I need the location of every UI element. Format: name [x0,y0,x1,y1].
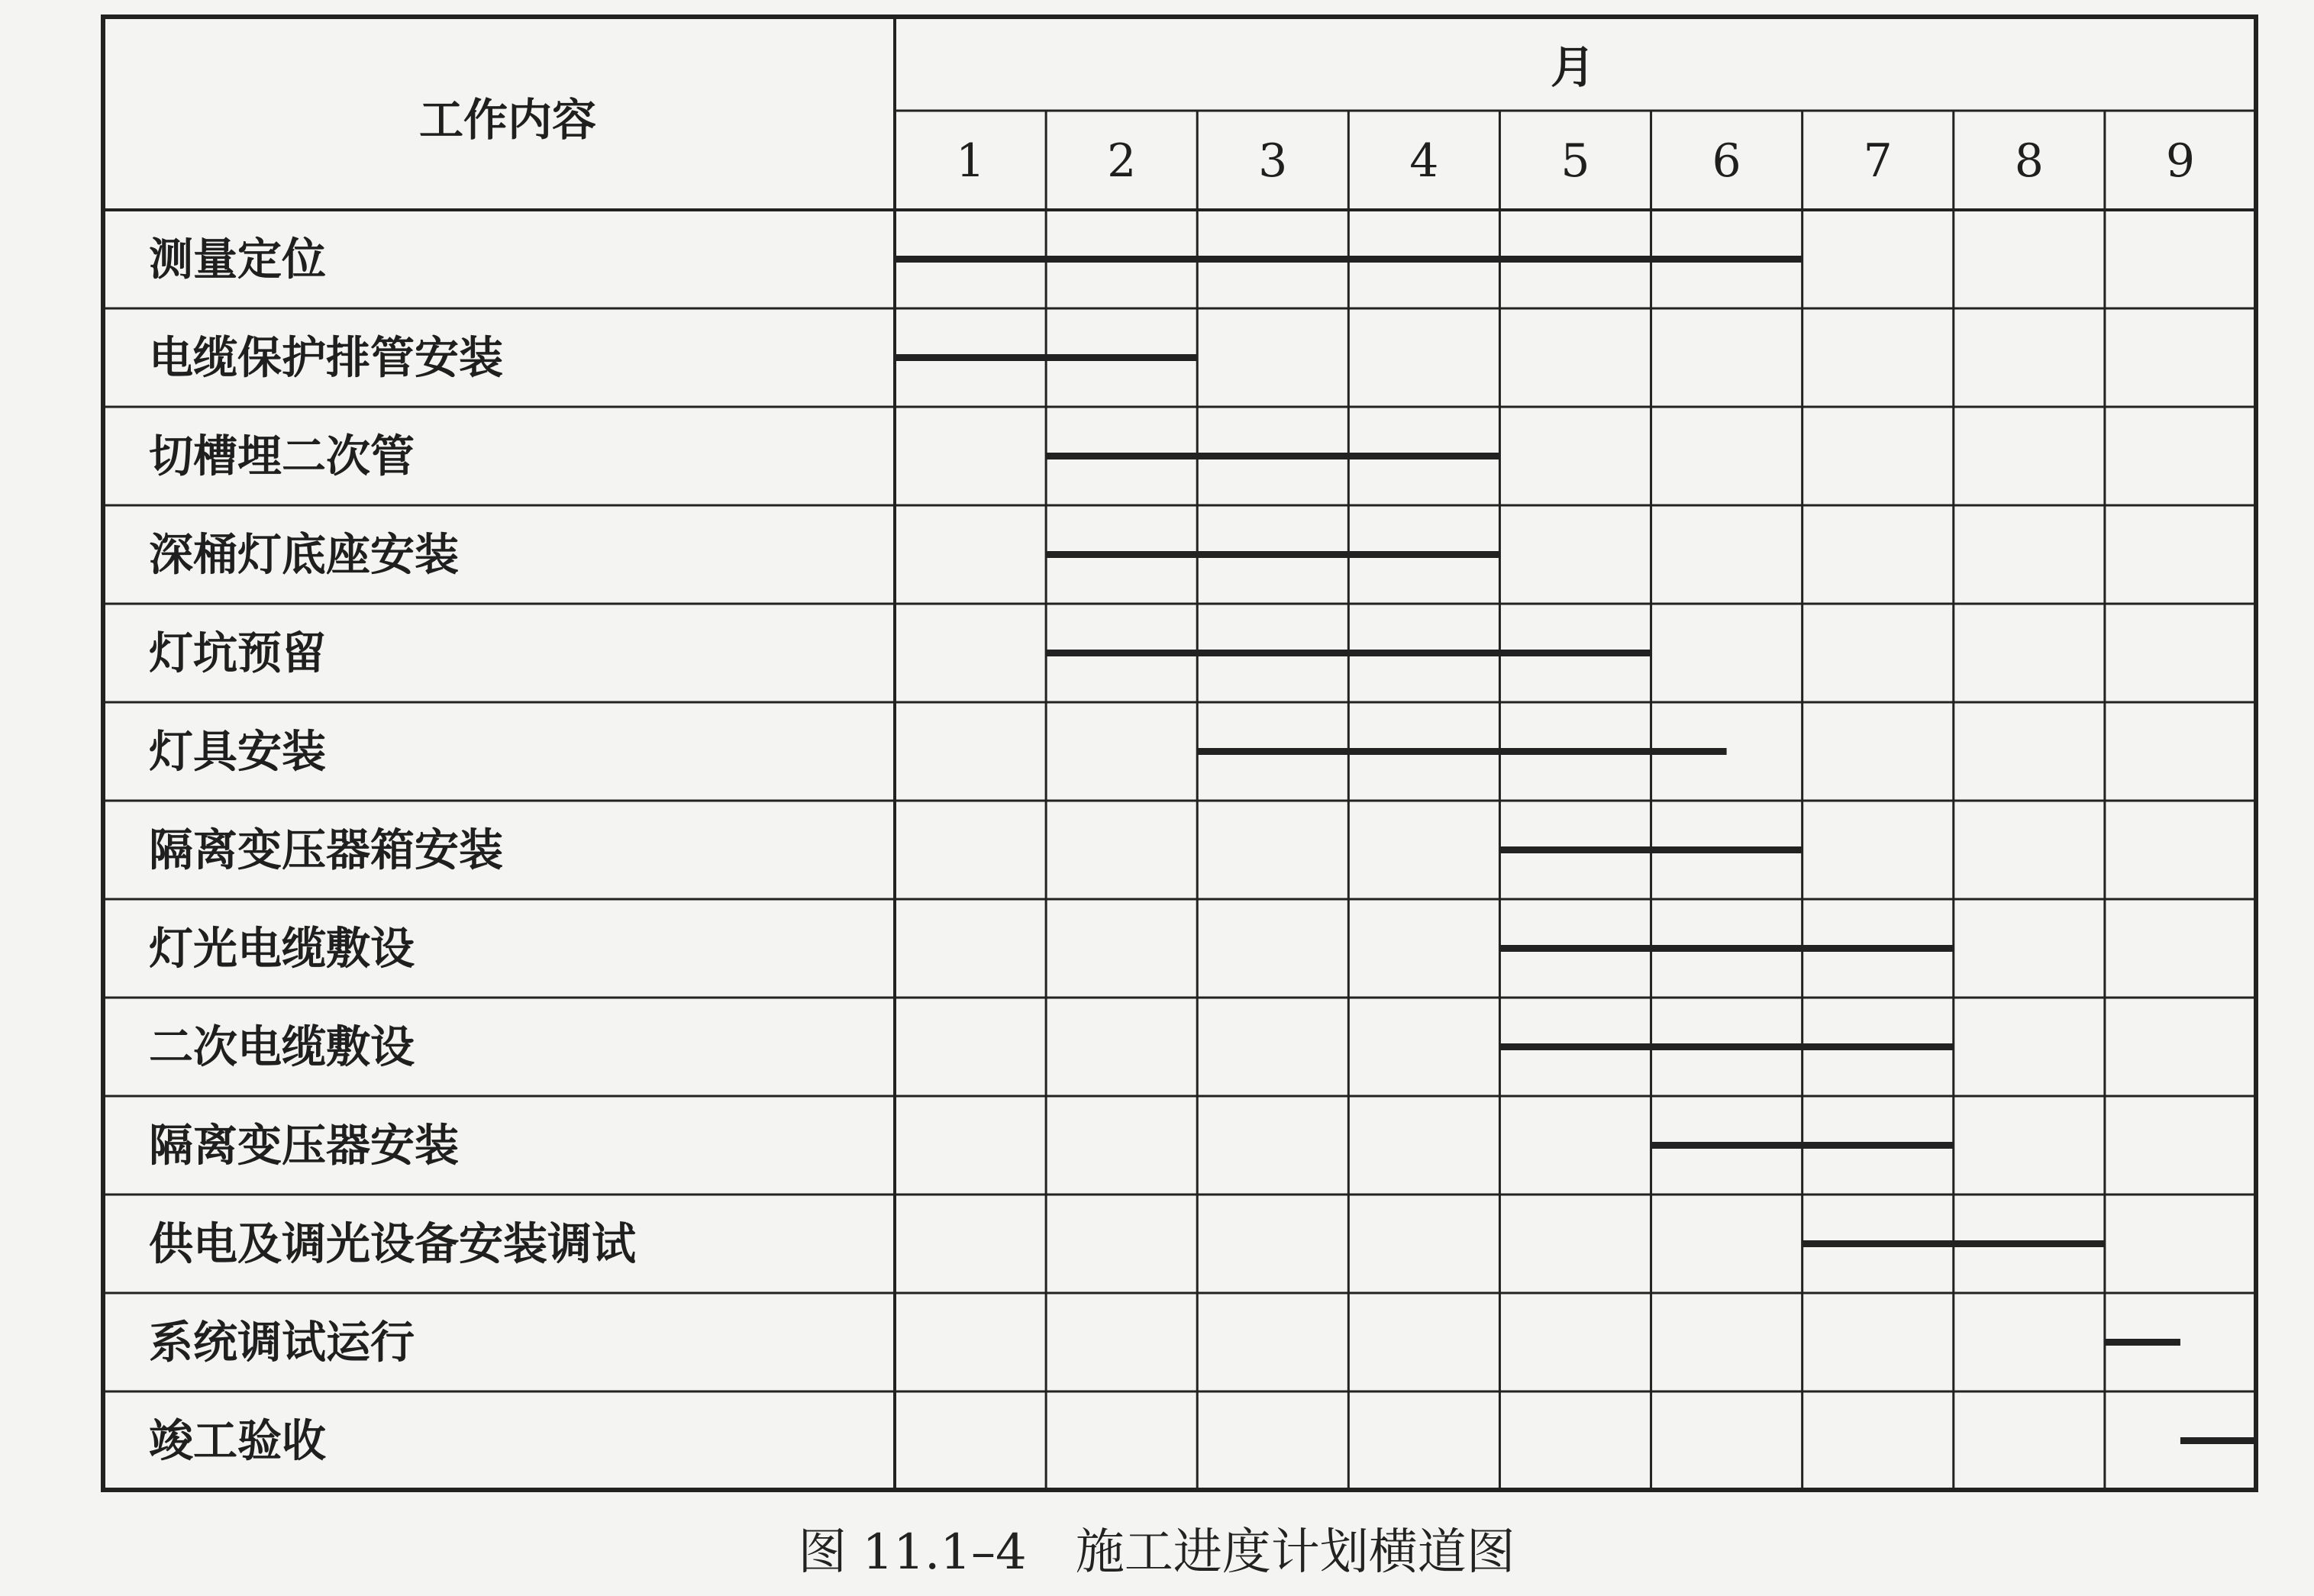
month-ticks [956,134,2195,188]
task-label: 系统调试运行 [149,1316,415,1369]
task-label: 灯具安装 [149,725,327,778]
month-tick-label: 5 [1560,134,1590,188]
month-tick-label: 3 [1258,134,1288,188]
task-label: 竣工验收 [149,1414,327,1467]
task-label: 二次电缆敷设 [149,1020,415,1073]
task-label: 深桶灯底座安装 [149,528,460,581]
header-task-label: 工作内容 [418,94,597,146]
task-bars [895,260,2256,1441]
month-tick-label: 7 [1863,134,1893,188]
month-tick-label: 6 [1712,134,1741,188]
month-tick-label: 2 [1107,134,1137,188]
month-tick-label: 1 [955,134,986,188]
task-label: 灯光电缆敷设 [149,922,415,975]
task-label: 供电及调光设备安装调试 [149,1217,637,1270]
task-label: 电缆保护排管安装 [149,331,504,384]
task-label: 切槽埋二次管 [149,430,415,482]
month-tick-label: 4 [1409,134,1439,188]
month-tick-label: 8 [2014,134,2044,188]
task-labels [148,234,636,1467]
task-label: 灯坑预留 [149,627,327,679]
figure-caption: 图 11.1–4 施工进度计划横道图 [798,1524,1515,1581]
task-label: 隔离变压器安装 [149,1119,460,1172]
header-month-label: 月 [1550,41,1596,93]
task-label: 隔离变压器箱安装 [149,824,504,876]
month-tick-label: 9 [2165,134,2196,188]
task-label: 测量定位 [149,233,327,285]
